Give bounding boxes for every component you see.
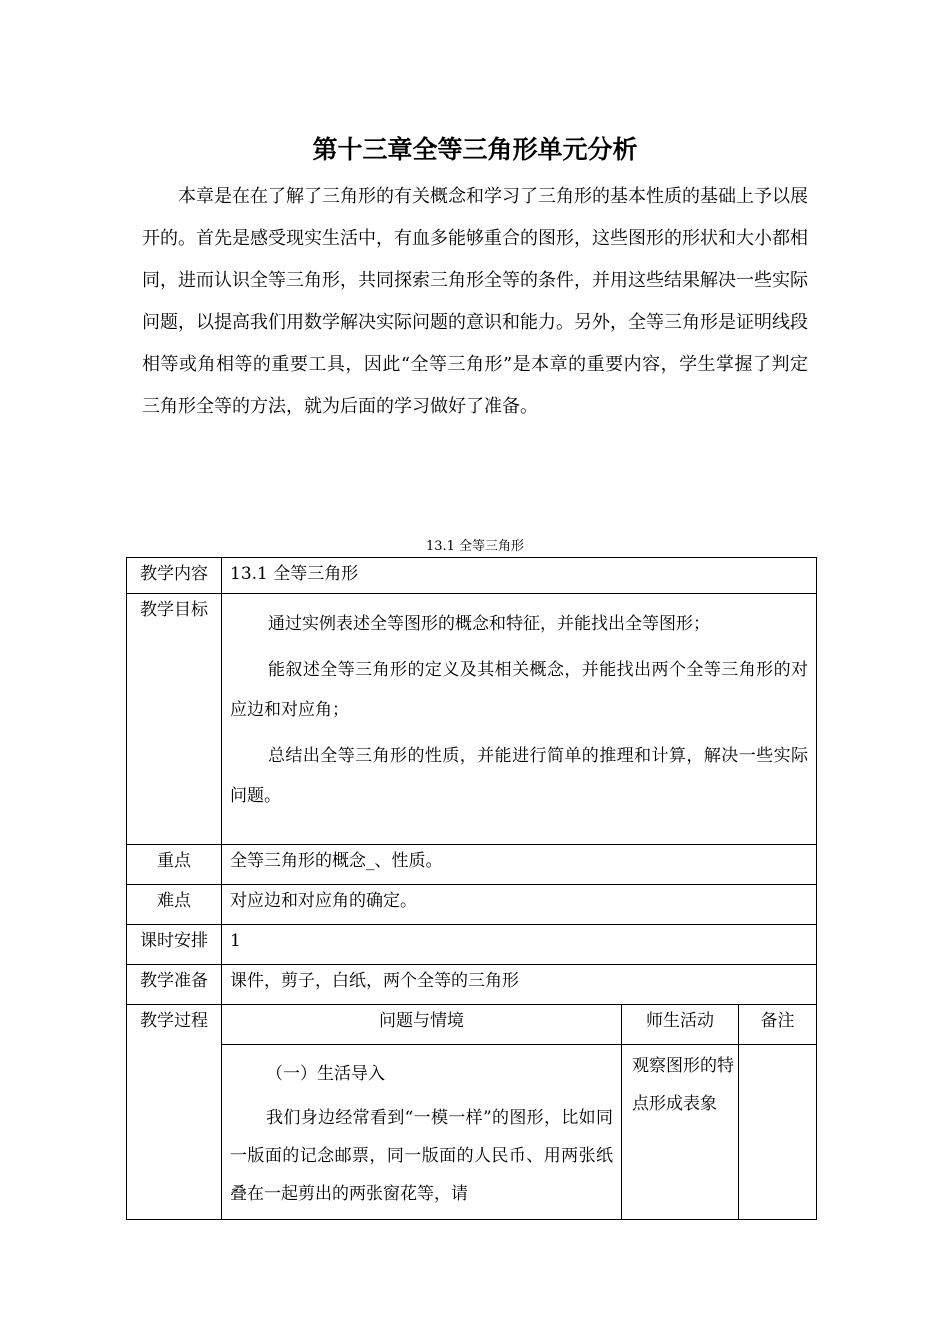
section-text: 我们身边经常看到“一模一样”的图形，比如同一版面的记念邮票，同一版面的人民币、用两张纸叠在一起剪出的两张窗花等，请 (230, 1108, 613, 1204)
difficulty-value: 对应边和对应角的确定。 (222, 885, 817, 925)
table-row (127, 1005, 817, 1045)
goal-item: 能叙述全等三角形的定义及其相关概念，并能找出两个全等三角形的对应边和对应角； (230, 660, 809, 720)
col-header-activity: 师生活动 (622, 1005, 739, 1045)
table-row (127, 885, 817, 925)
key-label: 重点 (127, 845, 222, 885)
notes-cell (739, 1045, 817, 1220)
section-heading: （一）生活导入 (266, 1064, 385, 1084)
key-value: 全等三角形的概念_、性质。 (222, 845, 817, 885)
prep-label: 教学准备 (127, 965, 222, 1005)
table-row (127, 925, 817, 965)
goals-label: 教学目标 (127, 594, 222, 845)
prep-value: 课件，剪子，白纸，两个全等的三角形 (222, 965, 817, 1005)
activity-cell: 观察图形的特点形成表象 (622, 1045, 739, 1220)
table-row (127, 1045, 817, 1220)
content-label: 教学内容 (127, 558, 222, 594)
table-row (127, 845, 817, 885)
goal-item: 总结出全等三角形的性质，并能进行简单的推理和计算，解决一些实际问题。 (230, 746, 809, 806)
goals-cell (222, 594, 817, 845)
col-header-situation: 问题与情境 (222, 1005, 622, 1045)
table-row (127, 558, 817, 594)
intro-paragraph: 本章是在在了解了三角形的有关概念和学习了三角形的基本性质的基础上予以展开的。首先是感受现实生活中，有血多能够重合的图形，这些图形的形状和大小都相同，进而认识全等三角形，共同探索三角形全等的条件，并用这些结果解决一些实际问题，以提高我们用数学解决实际问题的意识和能力。另外，全等三角形是证明线段相等或角相等的重要工具，因此“全等三角形”是本章的重要内容，学生掌握了判定三角形全等的方法，就为后面的学习做好了准备。 (142, 186, 808, 417)
table-caption: 13.1 全等三角形 (425, 539, 525, 554)
hours-label: 课时安排 (127, 925, 222, 965)
document-title: 第十三章全等三角形单元分析 (312, 135, 638, 164)
hours-value: 1 (222, 925, 817, 965)
goal-item: 通过实例表述全等图形的概念和特征，并能找出全等图形； (268, 614, 710, 634)
lesson-plan-table (126, 557, 817, 1220)
col-header-notes: 备注 (739, 1005, 817, 1045)
situation-cell (222, 1045, 622, 1220)
table-row (127, 965, 817, 1005)
difficulty-label: 难点 (127, 885, 222, 925)
table-row (127, 594, 817, 845)
content-value: 13.1 全等三角形 (222, 558, 817, 594)
intro-paragraph-block (142, 176, 808, 428)
process-label: 教学过程 (127, 1005, 222, 1220)
